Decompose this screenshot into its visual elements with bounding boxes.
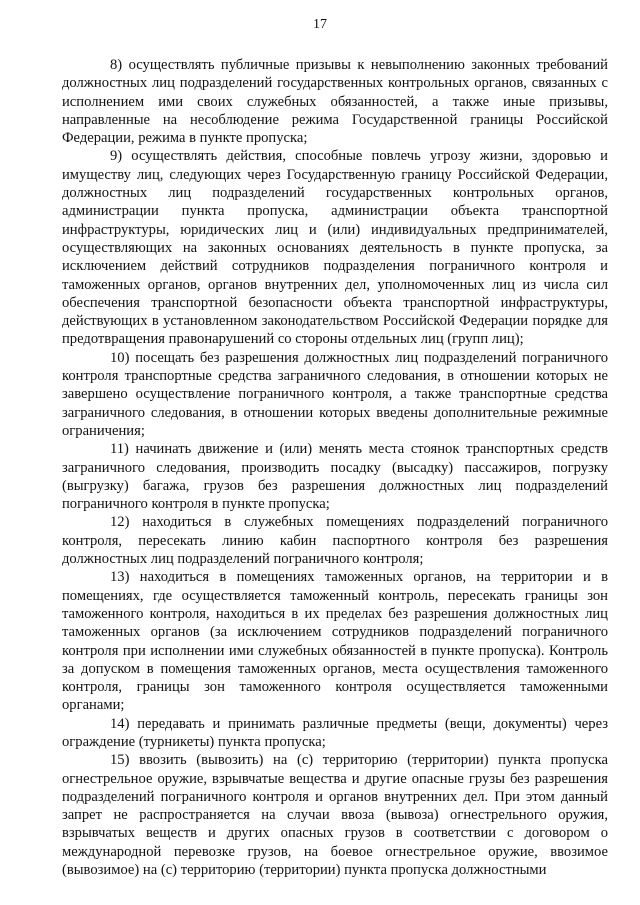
page-number: 17	[313, 17, 327, 32]
paragraph-item-15: 15) ввозить (вывозить) на (с) территорию (территории) пункта пропуска огнестрельное оружие, взрывчатые вещества и другие опасные грузы без разрешения подразделений пограничного контроля и органов внутренних дел. При этом данный запрет не распространяется на случаи ввоза (вывоза) огнестрельного оружия, взрывчатых веществ и других опасных грузов в соответствии с договором о международной перевозке грузов, на боевое огнестрельное оружие, ввозимое (вывозимое) на (с) территорию (территории) пункта пропуска должностными	[62, 752, 608, 879]
paragraph-item-14: 14) передавать и принимать различные предметы (вещи, документы) через ограждение (турникеты) пункта пропуска;	[62, 715, 608, 750]
document-body	[62, 56, 608, 879]
paragraph-item-10: 10) посещать без разрешения должностных лиц подразделений пограничного контроля транспортные средства заграничного следования, в отношении которых не завершено осуществление пограничного контроля, а также транспортные средства заграничного следования, в отношении которых введены дополнительные режимные ограничения;	[62, 349, 608, 439]
paragraph-item-11: 11) начинать движение и (или) менять места стоянок транспортных средств заграничного следования, производить посадку (высадку) пассажиров, погрузку (выгрузку) багажа, грузов без разрешения должностных лиц подразделений пограничного контроля в пункте пропуска;	[62, 441, 608, 513]
paragraph-item-12: 12) находиться в служебных помещениях подразделений пограничного контроля, пересекать линию кабин паспортного контроля без разрешения должностных лиц подразделений пограничного контроля;	[62, 514, 608, 568]
paragraph-item-8: 8) осуществлять публичные призывы к невыполнению законных требований должностных лиц подразделений государственных контрольных органов, связанных с исполнением ими своих служебных обязанностей, а также иные призывы, направленные на несоблюдение режима Государственной границы Российской Федерации, режима в пункте пропуска;	[62, 57, 608, 147]
paragraph-item-13: 13) находиться в помещениях таможенных органов, на территории и в помещениях, где осуществляется таможенный контроль, пересекать границы зон таможенного контроля, находиться в их пределах без разрешения должностных лиц таможенных органов (за исключением сотрудников подразделений пограничного контроля при исполнении ими служебных обязанностей в пункте пропуска). Контроль за допуском в помещения таможенных органов, места осуществления таможенного контроля, границы зон таможенного контроля осуществляется таможенными органами;	[62, 569, 608, 714]
paragraph-item-9: 9) осуществлять действия, способные повлечь угрозу жизни, здоровью и имуществу лиц, следующих через Государственную границу Российской Федерации, должностных лиц подразделений государственных контрольных органов, администрации пункта пропуска, администрации объекта транспортной инфраструктуры, юридических лиц и (или) индивидуальных предпринимателей, осуществляющих на законных основаниях деятельность в пункте пропуска, за исключением действий сотрудников подразделения пограничного контроля и таможенных органов, органов внутренних дел, уполномоченных лиц из числа сил обеспечения транспортной безопасности объекта транспортной инфраструктуры, действующих в установленном законодательством Российской Федерации порядке для предотвращения правонарушений со стороны отдельных лиц (групп лиц);	[62, 148, 608, 348]
